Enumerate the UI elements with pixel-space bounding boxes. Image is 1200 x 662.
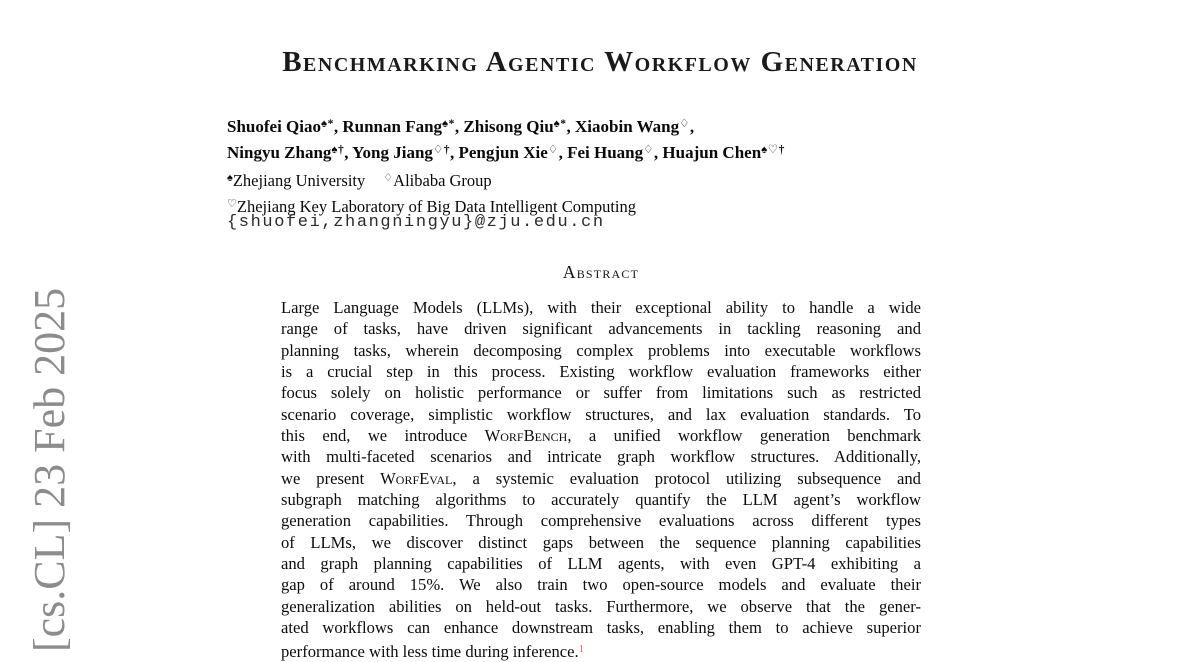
abstract-line [281, 404, 921, 425]
author-name: Huajun Chen [662, 142, 762, 162]
author-name: Pengjun Xie [458, 142, 548, 162]
abstract-text: , a unified workflow generation benchmark [567, 426, 921, 446]
abstract-text: gap of around 15%. We also train two open-source models and evaluate their [281, 575, 921, 595]
affiliation-name: Zhejiang University [232, 171, 366, 190]
system-name-smallcaps: WorfBench [484, 426, 568, 446]
author-affiliation-marker: ♠* [321, 118, 334, 130]
abstract-body [281, 297, 921, 662]
author-separator: , [333, 117, 343, 136]
paper-title: Benchmarking Agentic Workflow Generation [282, 46, 918, 78]
abstract-line [281, 553, 921, 574]
author-block [227, 113, 947, 164]
abstract-heading: Abstract [562, 262, 640, 282]
abstract-line [281, 532, 921, 553]
abstract-text: we present [281, 468, 381, 488]
author-name: Zhisong Qiu [463, 117, 554, 136]
abstract-line [281, 617, 921, 638]
author-affiliation-marker: ♠* [553, 118, 567, 130]
affiliation-block [227, 167, 947, 218]
system-name-smallcaps: WorfEval [380, 468, 453, 488]
author-affiliation-marker: ♢ [643, 143, 654, 156]
abstract-text: subgraph matching algorithms to accurately quantify the LLM agent’s workflow [281, 490, 921, 510]
abstract-line [281, 468, 921, 489]
author-separator: , [566, 117, 576, 136]
abstract-line [281, 446, 921, 467]
affiliation-line [227, 167, 947, 193]
footnote-marker[interactable]: 1 [578, 642, 585, 655]
author-name: Fei Huang [567, 142, 644, 162]
abstract-text: focus solely on holistic performance or suffer from limitations such as restricted [281, 383, 921, 403]
abstract-text: generalization abilities on held-out tasks. Furthermore, we observe that the gener- [281, 596, 921, 616]
abstract-text: performance with less time during inference. [281, 641, 579, 661]
author-line [227, 139, 947, 165]
author-separator: , [454, 117, 464, 136]
arxiv-watermark: [cs.CL] 23 Feb 2025 [25, 287, 74, 652]
abstract-line [281, 596, 921, 617]
affiliation-marker: ♠ [227, 172, 233, 184]
abstract-text: , a systemic evaluation protocol utilizing subsequence and [452, 468, 921, 488]
abstract-line [281, 489, 921, 510]
abstract-line [281, 340, 921, 361]
author-affiliation-marker: ♠♡† [761, 143, 785, 156]
abstract-text: generation capabilities. Through comprehensive evaluations across different types [281, 511, 921, 531]
abstract-text: scenario coverage, simplistic workflow structures, and lax evaluation standards. To [281, 404, 921, 424]
abstract-line [281, 510, 921, 531]
affiliation-marker: ♢ [383, 172, 394, 184]
abstract-text: is a crucial step in this process. Existing workflow evaluation frameworks either [281, 362, 921, 382]
abstract-text: of LLMs, we discover distinct gaps between the sequence planning capabilities [281, 532, 921, 552]
author-name: Shuofei Qiao [227, 117, 321, 136]
abstract-line [281, 382, 921, 403]
abstract-text: Large Language Models (LLMs), with their exceptional ability to handle a wide [281, 298, 921, 317]
abstract-line [281, 297, 921, 318]
abstract-line [281, 425, 921, 446]
abstract-text: with multi-faceted scenarios and intricate graph workflow structures. Additionally, [281, 447, 921, 467]
abstract-text: ated workflows can enhance downstream tasks, enabling them to achieve superior [281, 618, 921, 638]
author-name: Xiaobin Wang [575, 117, 680, 136]
abstract-line [281, 574, 921, 595]
abstract-text: range of tasks, have driven significant advancements in tackling reasoning and [281, 319, 921, 339]
author-separator: , [689, 117, 695, 136]
author-separator: , [558, 142, 568, 162]
affiliation-marker: ♡ [227, 197, 237, 210]
abstract-text: planning tasks, wherein decomposing complex problems into executable workflows [281, 340, 921, 360]
author-affiliation-marker: ♢† [432, 143, 450, 156]
author-separator: , [344, 142, 353, 162]
author-affiliation-marker: ♢ [547, 143, 559, 156]
email-line: {shuofei,zhangningyu}@zju.edu.cn [227, 213, 605, 232]
abstract-text: this end, we introduce [281, 426, 485, 446]
author-separator: , [450, 142, 459, 162]
author-affiliation-marker: ♠† [331, 143, 345, 156]
author-affiliation-marker: ♢ [679, 118, 690, 130]
author-line [227, 113, 947, 139]
abstract-line [281, 361, 921, 382]
author-name: Yong Jiang [352, 142, 433, 162]
abstract-text: and graph planning capabilities of LLM agents, with even GPT-4 exhibiting a [281, 554, 921, 574]
author-name: Ningyu Zhang [227, 142, 332, 162]
affiliation-name: Zhejiang Key Laboratory of Big Data Intelligent Computing [236, 196, 636, 216]
abstract-line [281, 639, 921, 662]
abstract-line [281, 318, 921, 339]
author-name: Runnan Fang [342, 117, 443, 136]
author-separator: , [653, 142, 663, 162]
author-affiliation-marker: ♠* [442, 118, 455, 130]
affiliation-name: Alibaba Group [393, 171, 492, 190]
